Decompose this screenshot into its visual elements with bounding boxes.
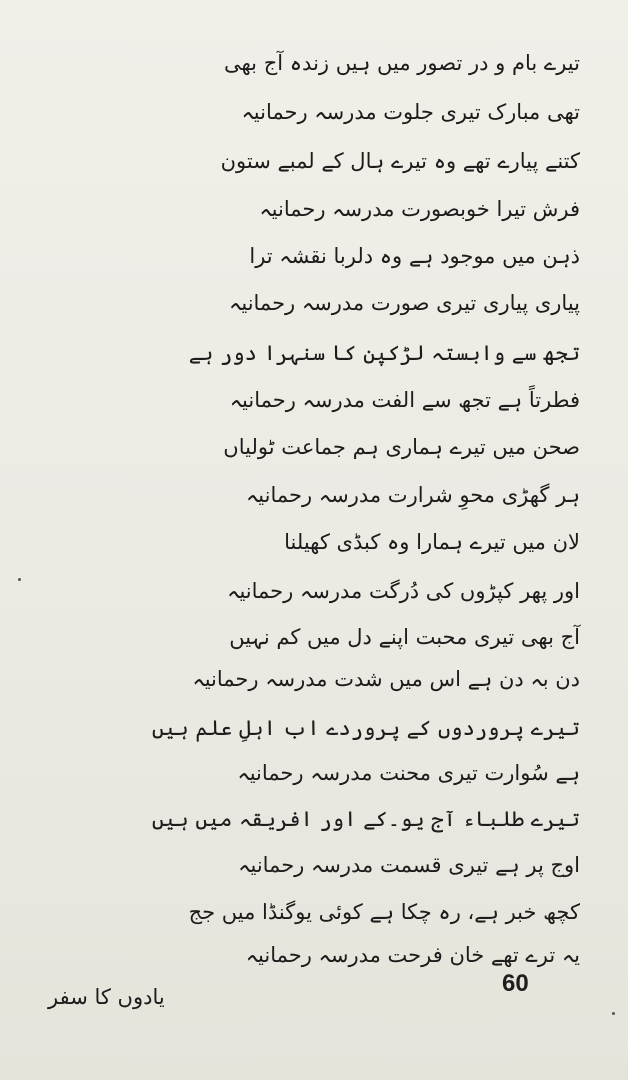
book-title-footer: یادوں کا سفر xyxy=(48,985,165,1009)
verse-line-3: کتنے پیارے تھے وہ تیرے ہال کے لمبے ستون xyxy=(220,149,580,173)
verse-line-7: تجھ سے وابستہ لڑکپن کا سنہرا دور ہے xyxy=(188,341,580,365)
verse-line-12: اور پھر کپڑوں کی دُرگت مدرسہ رحمانیہ xyxy=(227,579,580,603)
verse-line-1: تیرے بام و در تصور میں ہیں زندہ آج بھی xyxy=(223,51,580,75)
paper-speck xyxy=(612,1012,615,1015)
verse-line-6: پیاری پیاری تیری صورت مدرسہ رحمانیہ xyxy=(229,291,580,315)
verse-line-17: تیرے طلباء آج یو۔کے اور افریقہ میں ہیں xyxy=(151,807,580,831)
verse-line-20: یہ ترے تھے خان فرحت مدرسہ رحمانیہ xyxy=(245,943,580,967)
verse-line-18: اوج پر ہے تیری قسمت مدرسہ رحمانیہ xyxy=(238,853,580,877)
verse-line-5: ذہن میں موجود ہے وہ دلربا نقشہ ترا xyxy=(249,244,580,268)
verse-line-8: فطرتاً ہے تجھ سے الفت مدرسہ رحمانیہ xyxy=(229,388,580,412)
paper-speck xyxy=(18,578,21,581)
page-number: 60 xyxy=(502,970,529,997)
verse-line-15: تیرے پروردوں کے پروردے اب اہلِ علم ہیں xyxy=(151,716,580,740)
verse-line-4: فرش تیرا خوبصورت مدرسہ رحمانیہ xyxy=(259,197,580,221)
verse-line-2: تھی مبارک تیری جلوت مدرسہ رحمانیہ xyxy=(241,100,580,124)
verse-line-14: دن بہ دن ہے اس میں شدت مدرسہ رحمانیہ xyxy=(192,667,580,691)
verse-line-13: آج بھی تیری محبت اپنے دل میں کم نہیں xyxy=(229,625,580,649)
verse-line-10: ہر گھڑی محوِ شرارت مدرسہ رحمانیہ xyxy=(245,483,580,507)
verse-line-9: صحن میں تیرے ہماری ہم جماعت ٹولیاں xyxy=(223,435,580,459)
verse-line-16: ہے سُوارت تیری محنت مدرسہ رحمانیہ xyxy=(237,761,580,785)
verse-line-11: لان میں تیرے ہمارا وہ کبڈی کھیلنا xyxy=(284,530,580,554)
verse-line-19: کچھ خبر ہے، رہ چکا ہے کوئی یوگنڈا میں جج xyxy=(188,900,580,924)
